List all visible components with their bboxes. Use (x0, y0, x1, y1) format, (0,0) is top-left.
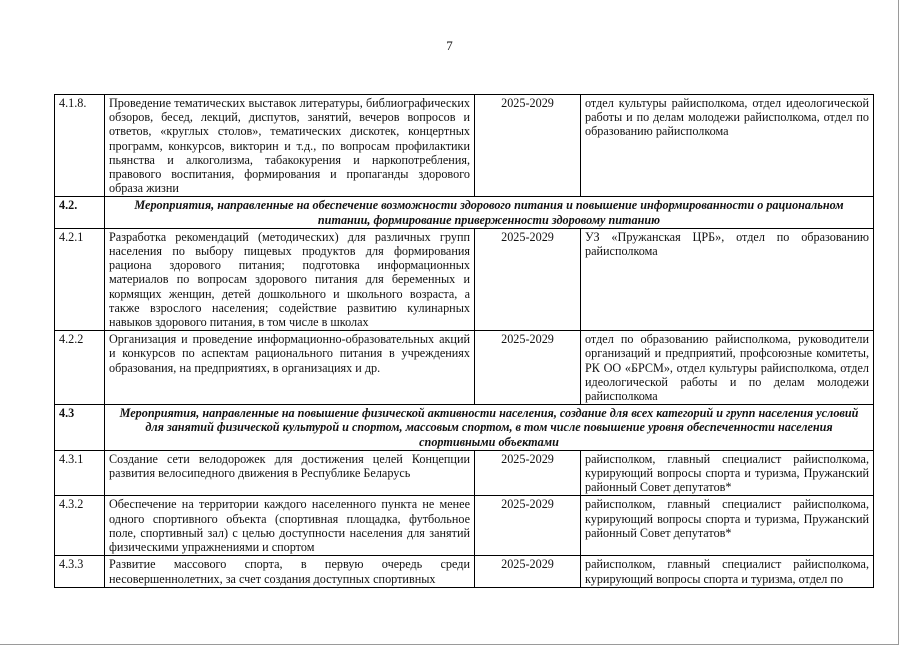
period-cell: 2025-2029 (475, 95, 581, 197)
section-title: Мероприятия, направленные на повышение физической активности населения, создание для всех категорий и групп населения условий для занятий физической культурой и спортом, массовым спортом, в том числе повышение уровня обеспеченности населения спортивными объектами (105, 405, 874, 451)
activity-cell: Разработка рекомендаций (методических) для различных групп населения по выбору пищевых продуктов для формирования рациона здорового питания; подготовка информационных материалов по вопросам здорового питания для беременных и кормящих женщин, детей дошкольного и школьного возраста, а также взрослого населения; содействие развитию кулинарных навыков здорового питания, в том числе в школах (105, 228, 475, 330)
activity-cell: Проведение тематических выставок литературы, библиографических обзоров, бесед, лекций, диспутов, занятий, вечеров вопросов и ответов, «круглых столов», тематических дискотек, концертных программ, конкурсов, викторин и т.д., по вопросам профилактики пьянства и алкоголизма, табакокурения и наркопотребления, правового воспитания, формирования и пропаганды здорового образа жизни (105, 95, 475, 197)
responsible-cell: УЗ «Пружанская ЦРБ», отдел по образованию райисполкома (581, 228, 874, 330)
page-number: 7 (446, 38, 453, 53)
row-number: 4.1.8. (55, 95, 105, 197)
table-row (55, 450, 874, 496)
section-title: Мероприятия, направленные на обеспечение возможности здорового питания и повышение информированности о рациональном питании, формирование приверженности здоровому питанию (105, 197, 874, 228)
table-row (55, 228, 874, 330)
section-row (55, 197, 874, 228)
period-cell: 2025-2029 (475, 556, 581, 587)
activity-cell: Развитие массового спорта, в первую очередь среди несовершеннолетних, за счет создания доступных спортивных (105, 556, 475, 587)
table-row (55, 95, 874, 197)
table-row (55, 331, 874, 405)
activity-cell: Организация и проведение информационно-образовательных акций и конкурсов по аспектам рационального питания в учреждениях образования, на предприятиях, в организациях и др. (105, 331, 475, 405)
period-cell: 2025-2029 (475, 331, 581, 405)
responsible-cell: райисполком, главный специалист райисполкома, курирующий вопросы спорта и туризма, Пружанский районный Совет депутатов* (581, 450, 874, 496)
period-cell: 2025-2029 (475, 450, 581, 496)
activity-cell: Обеспечение на территории каждого населенного пункта не менее одного спортивного объекта (спортивная площадка, футбольное поле, спортивный зал) с целью доступности населения для занятий физическими упражнениями и спортом (105, 496, 475, 556)
row-number: 4.3.2 (55, 496, 105, 556)
responsible-cell: райисполком, главный специалист райисполкома, курирующий вопросы спорта и туризма, отдел по (581, 556, 874, 587)
row-number: 4.2.1 (55, 228, 105, 330)
period-cell: 2025-2029 (475, 496, 581, 556)
responsible-cell: отдел культуры райисполкома, отдел идеологической работы и по делам молодежи райисполкома, отдел по образованию райисполкома (581, 95, 874, 197)
section-row (55, 405, 874, 451)
section-number: 4.2. (55, 197, 105, 228)
responsible-cell: отдел по образованию райисполкома, руководители организаций и предприятий, профсоюзные комитеты, РК ОО «БРСМ», отдел культуры райисполкома, отдел идеологической работы и по делам молодежи райисполкома (581, 331, 874, 405)
activity-cell: Создание сети велодорожек для достижения целей Концепции развития велосипедного движения в Республике Беларусь (105, 450, 475, 496)
section-number: 4.3 (55, 405, 105, 451)
action-plan-table (54, 94, 874, 588)
row-number: 4.3.3 (55, 556, 105, 587)
row-number: 4.3.1 (55, 450, 105, 496)
table-row (55, 556, 874, 587)
responsible-cell: райисполком, главный специалист райисполкома, курирующий вопросы спорта и туризма, Пружанский районный Совет депутатов* (581, 496, 874, 556)
period-cell: 2025-2029 (475, 228, 581, 330)
table-row (55, 496, 874, 556)
row-number: 4.2.2 (55, 331, 105, 405)
